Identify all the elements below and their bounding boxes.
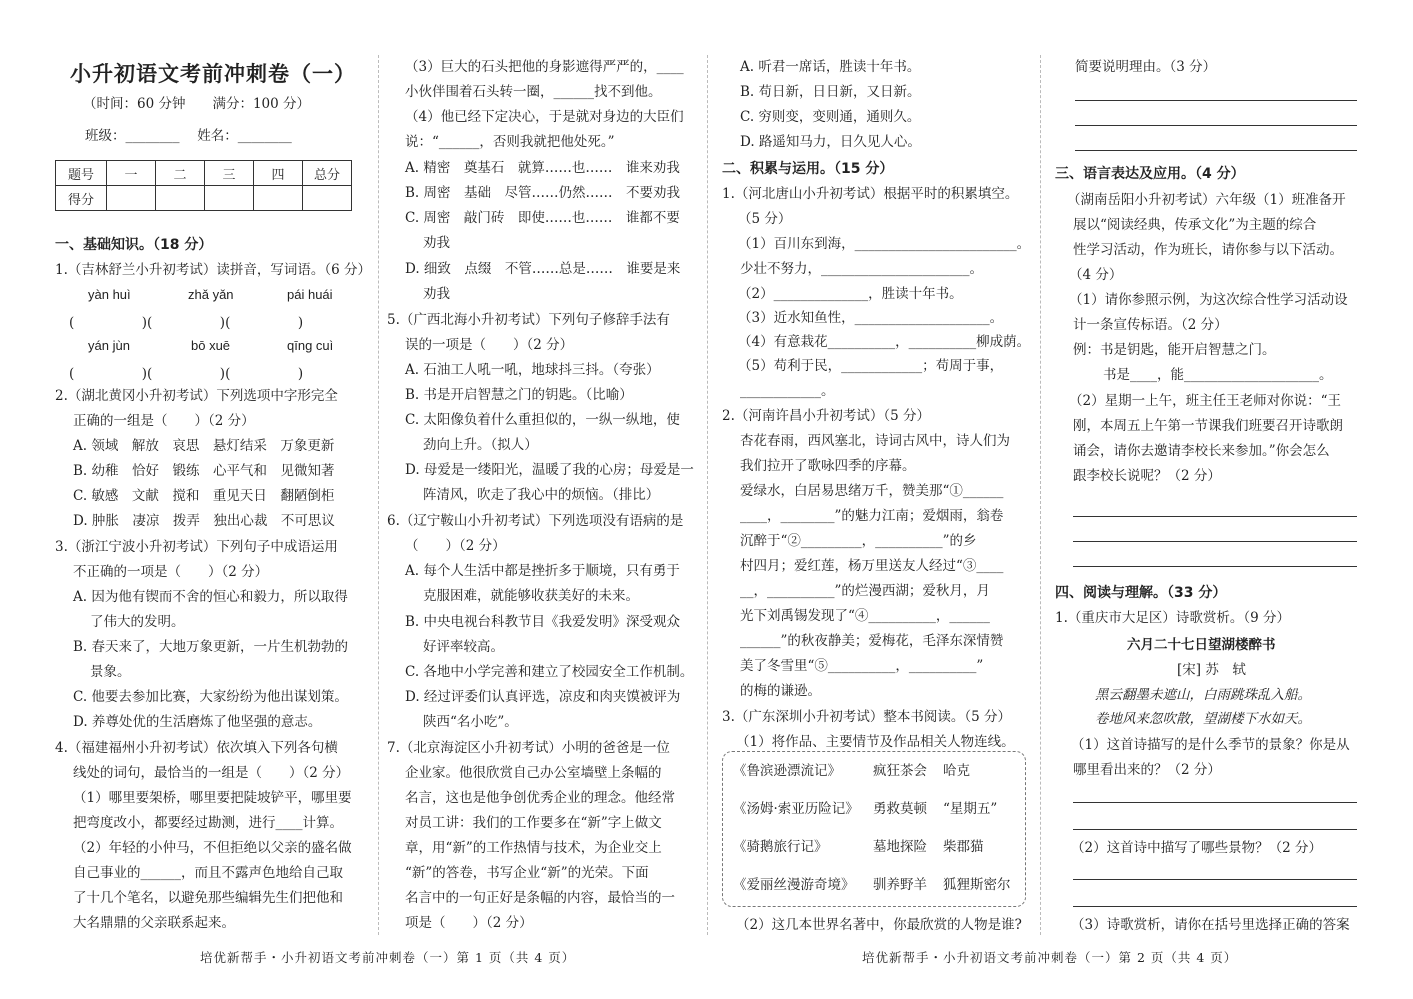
question-text: 自己事业的______，而且不露声色地给自己取 bbox=[73, 865, 343, 881]
option-b: B. 苟日新，日日新，又日新。 bbox=[740, 84, 921, 100]
score-table-header-row bbox=[56, 161, 352, 186]
score-header: 一 bbox=[107, 161, 156, 186]
score-cell[interactable] bbox=[254, 186, 303, 211]
option-d-cont: 陕西“名小吃”。 bbox=[423, 714, 518, 730]
answer-line[interactable] bbox=[1075, 150, 1357, 151]
fill-blank[interactable]: 沉醉于“②_________，__________”的乡 bbox=[740, 533, 977, 549]
question-text: 5.（广西北海小升初考试）下列句子修辞手法有 bbox=[387, 312, 670, 328]
fill-blank[interactable]: 书是____，能____________________。 bbox=[1103, 367, 1333, 383]
question-text: 诵会，请你去邀请李校长来参加。”你会怎么 bbox=[1073, 443, 1330, 459]
score-table-score-row bbox=[56, 186, 352, 211]
answer-line[interactable] bbox=[1073, 829, 1357, 830]
plot-item[interactable]: 勇救莫顿 bbox=[873, 801, 927, 817]
poem-title: 六月二十七日望湖楼醉书 bbox=[1127, 637, 1276, 653]
plot-item[interactable]: 驯养野羊 bbox=[873, 877, 927, 893]
question-text: 线处的词句，最恰当的一组是（ ）（2 分） bbox=[73, 765, 350, 781]
fill-blank[interactable]: ____，________”的魅力江南；爱烟雨，翁卷 bbox=[740, 508, 1004, 524]
question-text: 小伙伴围着石头转一圈，______找不到他。 bbox=[405, 84, 662, 100]
option-c-cont: 劝我 bbox=[423, 235, 450, 251]
poem-line: 黑云翻墨未遮山，白雨跳珠乱入船。 bbox=[1095, 687, 1311, 703]
question-text: （4）他已经下定决心，于是就对身边的大臣们 bbox=[405, 109, 684, 125]
option-b: B. 中央电视台科教节目《我爱发明》深受观众 bbox=[405, 614, 681, 630]
question-text: 1.（吉林舒兰小升初考试）读拼音，写词语。（6 分） bbox=[55, 262, 372, 278]
question-text: （3）巨大的石头把他的身影遮得严严的，____ bbox=[405, 59, 684, 75]
option-b: B. 春天来了，大地万象更新，一片生机勃勃的 bbox=[73, 639, 349, 655]
answer-line[interactable] bbox=[1075, 100, 1357, 101]
option-c: C. 穷则变，变则通，通则久。 bbox=[740, 109, 921, 125]
character-name[interactable]: 哈克 bbox=[943, 763, 970, 779]
section-heading: 二、积累与运用。（15 分） bbox=[722, 161, 894, 177]
option-a: A. 每个人生活中都是挫折多于顺境，只有勇于 bbox=[405, 563, 680, 579]
pinyin: bō xuē bbox=[191, 338, 231, 353]
answer-line[interactable] bbox=[1073, 516, 1357, 517]
question-text: （4 分） bbox=[1069, 267, 1123, 283]
score-header: 三 bbox=[205, 161, 254, 186]
score-table bbox=[55, 160, 352, 211]
book-title[interactable]: 《鲁滨逊漂流记》 bbox=[733, 763, 841, 779]
question-text: 1.（重庆市大足区）诗歌赏析。（9 分） bbox=[1055, 610, 1291, 626]
option-c: C. 他要去参加比赛，大家纷纷为他出谋划策。 bbox=[73, 689, 348, 705]
question-text: 哪里看出来的？（2 分） bbox=[1073, 762, 1221, 778]
score-cell[interactable] bbox=[107, 186, 156, 211]
option-d: D. 细致 点缀 不管……总是…… 谁要是来 bbox=[405, 261, 681, 277]
book-title[interactable]: 《骑鹅旅行记》 bbox=[733, 839, 828, 855]
fill-blank[interactable]: （5）苟利于民，____________；苟周于事， bbox=[738, 358, 1004, 374]
question-text: （2）星期一上午，班主任王老师对你说：“王 bbox=[1069, 393, 1341, 409]
option-d: D. 肿胀 凄凉 拨弄 独出心裁 不可思议 bbox=[73, 513, 335, 529]
name-line: 班级：________ 姓名：________ bbox=[85, 128, 292, 144]
page-footer-left: 培优新帮手・小升初语文考前冲刺卷（一）第 1 页（共 4 页） bbox=[200, 950, 576, 965]
question-text: （湖南岳阳小升初考试）六年级（1）班准备开 bbox=[1067, 192, 1346, 208]
question-text: 7.（北京海淀区小升初考试）小明的爸爸是一位 bbox=[387, 740, 670, 756]
character-name[interactable]: 狐狸斯密尔 bbox=[943, 877, 1011, 893]
question-text: 计一条宣传标语。（2 分） bbox=[1073, 317, 1228, 333]
fill-blank[interactable]: （1）百川东到海，________________________。 bbox=[738, 236, 1031, 252]
option-a: A. 领域 解放 哀思 悬灯结采 万象更新 bbox=[73, 438, 335, 454]
matching-box bbox=[722, 751, 1026, 907]
fill-blank[interactable]: 村四月；爱红莲，杨万里送友人经过“③____ bbox=[740, 558, 1004, 574]
question-text: 企业家。他很欣赏自己办公室墙壁上条幅的 bbox=[405, 765, 662, 781]
pinyin: yàn huì bbox=[88, 287, 131, 302]
option-d: D. 养尊处优的生活磨炼了他坚强的意志。 bbox=[73, 714, 322, 730]
question-text: 2.（河南许昌小升初考试）（5 分） bbox=[722, 408, 931, 424]
option-d-cont: 阵清风，吹走了我心中的烦恼。（排比） bbox=[423, 487, 660, 503]
question-text: （ ）（2 分） bbox=[405, 538, 506, 554]
question-text: 3.（广东深圳小升初考试）整本书阅读。（5 分） bbox=[722, 709, 1012, 725]
question-text: （2）这首诗中描写了哪些景物？（2 分） bbox=[1071, 840, 1322, 856]
character-name[interactable]: 柴郡猫 bbox=[943, 839, 984, 855]
question-text: 名言，这也是他争创优秀企业的理念。他经常 bbox=[405, 790, 675, 806]
option-c: C. 敏感 文献 搅和 重见天日 翻陋倒柜 bbox=[73, 488, 335, 504]
option-a: A. 精密 奠基石 就算……也…… 谁来劝我 bbox=[405, 160, 680, 176]
question-text: 2.（湖北黄冈小升初考试）下列选项中字形完全 bbox=[55, 388, 338, 404]
poem-line: 卷地风来忽吹散，望湖楼下水如天。 bbox=[1095, 711, 1311, 727]
option-c: C. 各地中小学完善和建立了校园安全工作机制。 bbox=[405, 664, 694, 680]
pinyin: yán jùn bbox=[88, 338, 130, 353]
fill-blank[interactable]: 光下刘禹锡发现了“④__________，______ bbox=[740, 608, 990, 624]
question-text: 章，用“新”的工作热情与技术，为企业交上 bbox=[405, 840, 662, 856]
score-header: 总分 bbox=[303, 161, 352, 186]
answer-blank[interactable]: ( )( )( ) bbox=[69, 315, 304, 331]
page-footer-right: 培优新帮手・小升初语文考前冲刺卷（一）第 2 页（共 4 页） bbox=[862, 950, 1238, 965]
section-heading: 一、基础知识。（18 分） bbox=[55, 237, 213, 253]
option-b-cont: 好评率较高。 bbox=[423, 639, 504, 655]
question-text: 跟李校长说呢？（2 分） bbox=[1073, 468, 1221, 484]
question-text: （3）诗歌赏析，请你在括号里选择正确的答案 bbox=[1071, 917, 1350, 933]
question-text: 误的一项是（ ）（2 分） bbox=[405, 337, 574, 353]
fill-blank[interactable]: （4）有意栽花__________，__________柳成荫。 bbox=[738, 334, 1031, 350]
question-text: 6.（辽宁鞍山小升初考试）下列选项没有语病的是 bbox=[387, 513, 684, 529]
poem-author: [宋] 苏 轼 bbox=[1177, 662, 1246, 678]
score-header: 二 bbox=[156, 161, 205, 186]
score-row-label: 得分 bbox=[56, 186, 107, 211]
answer-line[interactable] bbox=[1073, 802, 1357, 803]
answer-line[interactable] bbox=[1073, 541, 1357, 542]
column-divider bbox=[1040, 55, 1041, 935]
section-heading: 三、语言表达及应用。（4 分） bbox=[1055, 166, 1245, 182]
option-d: D. 母爱是一缕阳光，温暖了我的心房；母爱是一 bbox=[405, 462, 694, 478]
question-text: （1）请你参照示例，为这次综合性学习活动设 bbox=[1069, 292, 1348, 308]
option-a: A. 石油工人吼一吼，地球抖三抖。（夸张） bbox=[405, 362, 660, 378]
question-text: 名言中的一句正好是条幅的内容，最恰当的一 bbox=[405, 890, 675, 906]
question-text: 刚，本周五上午第一节课我们班要召开诗歌朗 bbox=[1073, 418, 1343, 434]
option-b: B. 周密 基础 尽管……仍然…… 不要劝我 bbox=[405, 185, 681, 201]
question-text: 展以“阅读经典，传承文化”为主题的综合 bbox=[1073, 217, 1317, 233]
section-heading: 四、阅读与理解。（33 分） bbox=[1055, 585, 1227, 601]
option-a: A. 听君一席话，胜读十年书。 bbox=[740, 59, 921, 75]
question-text: （2）年轻的小仲马，不但拒绝以父亲的盛名做 bbox=[73, 840, 352, 856]
fill-blank[interactable]: __，__________”的烂漫西湖；爱秋月，月 bbox=[740, 583, 990, 599]
answer-line[interactable] bbox=[1073, 879, 1357, 880]
column-divider bbox=[707, 55, 708, 935]
fill-blank[interactable]: （2）______________，胜读十年书。 bbox=[738, 286, 963, 302]
answer-line[interactable] bbox=[1073, 566, 1357, 567]
question-text: 我们拉开了歌咏四季的序幕。 bbox=[740, 458, 916, 474]
fill-blank[interactable]: 少壮不努力，______________________。 bbox=[740, 261, 983, 277]
answer-line[interactable] bbox=[1075, 125, 1357, 126]
option-d-cont: 劝我 bbox=[423, 286, 450, 302]
question-text: 把弯度改小，都要经过勘测，进行____计算。 bbox=[73, 815, 343, 831]
option-d: D. 路遥知马力，日久见人心。 bbox=[740, 134, 921, 150]
book-title[interactable]: 《汤姆·索亚历险记》 bbox=[733, 801, 859, 817]
question-text: （2）这几本世界名著中，你最欣赏的人物是谁? bbox=[736, 917, 1022, 933]
option-b-cont: 景象。 bbox=[90, 664, 131, 680]
page-title: 小升初语文考前冲刺卷（一） bbox=[70, 62, 356, 86]
question-text: （1）将作品、主要情节及作品相关人物连线。 bbox=[736, 734, 1015, 750]
option-b: B. 幼稚 恰好 锻练 心平气和 见微知著 bbox=[73, 463, 335, 479]
question-text: （5 分） bbox=[738, 211, 792, 227]
question-text: 4.（福建福州小升初考试）依次填入下列各句横 bbox=[55, 740, 338, 756]
option-d: D. 经过评委们认真评选，凉皮和肉夹馍被评为 bbox=[405, 689, 681, 705]
question-text: “新”的答卷，书写企业“新”的光荣。下面 bbox=[405, 865, 649, 881]
option-c: C. 周密 敲门砖 即使……也…… 谁都不要 bbox=[405, 210, 680, 226]
example-text: 例：书是钥匙，能开启智慧之门。 bbox=[1073, 342, 1276, 358]
question-text: 不正确的一项是（ ）（2 分） bbox=[73, 564, 269, 580]
fill-blank[interactable]: 美了冬雪里“⑤__________，__________” bbox=[740, 658, 984, 674]
question-text: 项是（ ）（2 分） bbox=[405, 915, 533, 931]
option-a-cont: 了伟大的发明。 bbox=[90, 614, 185, 630]
plot-item[interactable]: 墓地探险 bbox=[873, 839, 927, 855]
pinyin: zhǎ yǎn bbox=[188, 287, 234, 302]
question-text: （1）哪里要架桥，哪里要把陡坡铲平，哪里要 bbox=[73, 790, 352, 806]
character-name[interactable]: “星期五” bbox=[943, 801, 998, 817]
score-cell[interactable] bbox=[303, 186, 352, 211]
pinyin: pái huái bbox=[287, 287, 333, 302]
score-cell[interactable] bbox=[156, 186, 205, 211]
question-text: 性学习活动，作为班长，请你参与以下活动。 bbox=[1073, 242, 1343, 258]
fill-blank[interactable]: ______”的秋夜静美；爱梅花，毛泽东深情赞 bbox=[740, 633, 1004, 649]
option-c-cont: 劲向上升。（拟人） bbox=[423, 437, 538, 453]
option-a-cont: 克服困难，就能够收获美好的未来。 bbox=[423, 588, 639, 604]
option-b: B. 书是开启智慧之门的钥匙。（比喻） bbox=[405, 387, 633, 403]
score-header: 四 bbox=[254, 161, 303, 186]
question-text: 杏花春雨，西风塞北，诗词古风中，诗人们为 bbox=[740, 433, 1010, 449]
pinyin: qīng cuì bbox=[287, 338, 334, 353]
book-title[interactable]: 《爱丽丝漫游奇境》 bbox=[733, 877, 855, 893]
plot-item[interactable]: 疯狂茶会 bbox=[873, 763, 927, 779]
column-divider bbox=[378, 55, 379, 935]
question-text: 说：“______，否则我就把他处死。” bbox=[405, 134, 615, 150]
option-a: A. 因为他有锲而不舍的恒心和毅力，所以取得 bbox=[73, 589, 348, 605]
option-c: C. 太阳像负着什么重担似的，一纵一纵地，使 bbox=[405, 412, 680, 428]
question-text: 正确的一组是（ ）（2 分） bbox=[73, 413, 255, 429]
question-text: 3.（浙江宁波小升初考试）下列句子中成语运用 bbox=[55, 539, 338, 555]
question-text: 1.（河北唐山小升初考试）根据平时的积累填空。 bbox=[722, 186, 1019, 202]
question-text: 的梅的谦逊。 bbox=[740, 683, 821, 699]
score-header: 题号 bbox=[56, 161, 107, 186]
question-text: 简要说明理由。（3 分） bbox=[1075, 59, 1217, 75]
score-cell[interactable] bbox=[205, 186, 254, 211]
answer-line[interactable] bbox=[1073, 906, 1357, 907]
answer-blank[interactable]: ( )( )( ) bbox=[69, 366, 304, 382]
fill-blank[interactable]: 爱绿水，白居易思绪万千，赞美那“①______ bbox=[740, 483, 1004, 499]
question-text: 了十几个笔名，以避免那些编辑先生们把他和 bbox=[73, 890, 343, 906]
question-text: （1）这首诗描写的是什么季节的景象？你是从 bbox=[1071, 737, 1350, 753]
exam-meta: （时间：60 分钟 满分：100 分） bbox=[83, 96, 311, 112]
question-text: 对员工讲：我们的工作要多在“新”字上做文 bbox=[405, 815, 662, 831]
fill-blank[interactable]: ____________。 bbox=[740, 383, 835, 399]
question-text: 大名鼎鼎的父亲联系起来。 bbox=[73, 915, 235, 931]
fill-blank[interactable]: （3）近水知鱼性，____________________。 bbox=[738, 310, 1004, 326]
